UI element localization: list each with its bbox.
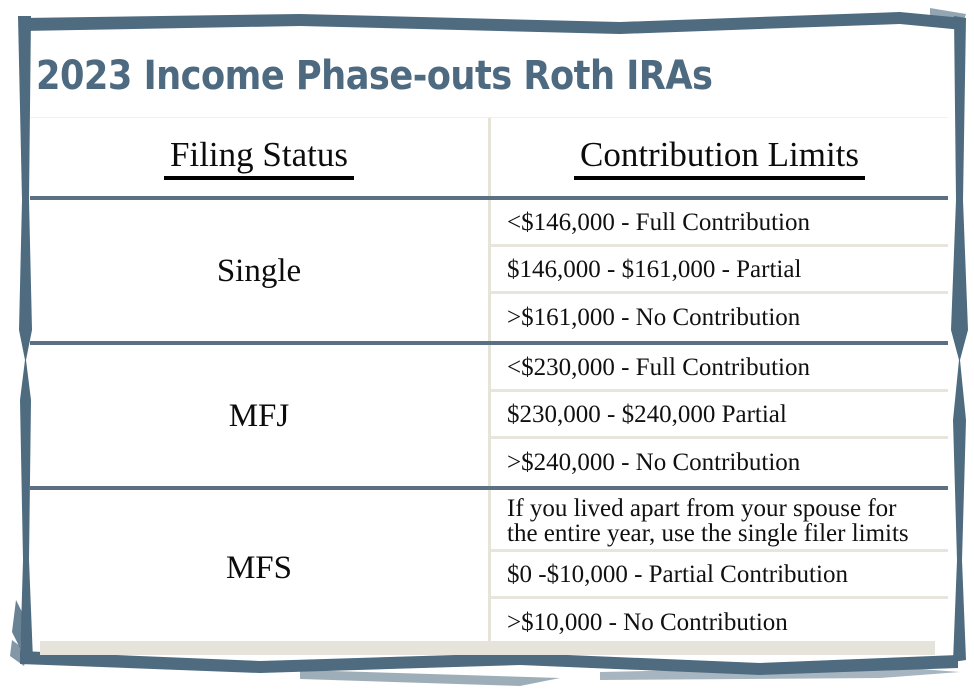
limit-item: $230,000 - $240,000 Partial: [491, 392, 948, 439]
filing-status-label-mfj: MFJ: [228, 397, 290, 434]
limit-item: <$230,000 - Full Contribution: [491, 345, 948, 392]
limit-item: >$161,000 - No Contribution: [507, 304, 801, 331]
limit-item: >$240,000 - No Contribution: [507, 449, 801, 476]
table-row-single: [30, 200, 948, 341]
limits-cell-single: [488, 200, 948, 341]
limit-item: $146,000 - $161,000 - Partial: [491, 247, 948, 294]
limit-item-note: [491, 490, 948, 552]
limit-item: >$10,000 - No Contribution: [507, 609, 788, 636]
table-row-mfj: [30, 345, 948, 486]
roth-ira-table: [30, 117, 948, 646]
filing-status-label-mfs: MFS: [225, 550, 293, 586]
table-header-row: [30, 118, 948, 196]
limit-item: <$146,000 - Full Contribution: [491, 200, 948, 247]
filing-status-cell-single: [30, 200, 488, 341]
filing-status-cell-mfs: [30, 490, 488, 646]
filing-status-label-single: Single: [216, 252, 302, 289]
table-row-mfs: [30, 490, 948, 646]
header-label-contribution-limits: Contribution Limits: [580, 135, 859, 180]
limits-cell-mfs: [488, 490, 948, 646]
limit-item: $0 -$10,000 - Partial Contribution: [491, 552, 948, 599]
limit-note-line-1: If you lived apart from your spouse for: [507, 494, 897, 522]
page-title: 2023 Income Phase-outs Roth IRAs: [36, 53, 713, 99]
header-cell-filing-status: [30, 118, 488, 196]
header-label-filing-status: Filing Status: [170, 135, 348, 180]
filing-status-cell-mfj: [30, 345, 488, 486]
table-bottom-strip: [40, 641, 935, 655]
limit-note-line-2: the entire year, use the single filer limits: [507, 519, 909, 547]
header-cell-contribution-limits: [488, 118, 948, 196]
limits-cell-mfj: [488, 345, 948, 486]
